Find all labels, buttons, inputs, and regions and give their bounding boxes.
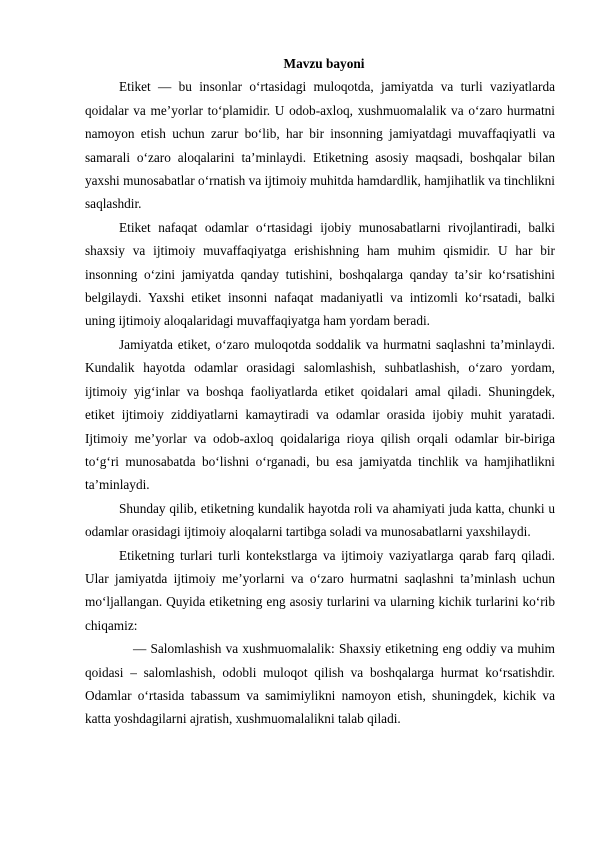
paragraph-5: Etiketning turlari turli kontekstlarga va ijtimoiy vaziyatlarga qarab farq qiladi. Ular jamiyatda ijtimoiy meʼyorlarni va oʻzaro hurmatni saqlashni taʼminlash uchun moʻljallangan. Quyida etiketning eng asosiy turlarini va ularning kichik turlarini koʻrib chiqamiz: [85, 547, 555, 633]
paragraph-2: Etiket nafaqat odamlar oʻrtasidagi ijobiy munosabatlarni rivojlantiradi, balki shaxsiy va ijtimoiy muvaffaqiyatga erishishning ham muhim qismidir. U har bir insonning oʻzini jamiyatda qanday tutishini, boshqalarga qanday taʼsir koʻrsatishini belgilaydi. Yaxshi etiket insonni nafaqat madaniyatli va intizomli koʻrsatadi, balki uning ijtimoiy aloqalaridagi muvaffaqiyatga ham yordam beradi. [85, 219, 555, 329]
paragraph-4: Shunday qilib, etiketning kundalik hayotda roli va ahamiyati juda katta, chunki u odamlar orasidagi ijtimoiy aloqalarni tartibga soladi va munosabatlarni yaxshilaydi. [85, 500, 555, 540]
paragraph-3: Jamiyatda etiket, oʻzaro muloqotda soddalik va hurmatni saqlashni taʼminlaydi. Kundalik hayotda odamlar orasidagi salomlashish, suhbatlashish, oʻzaro yordam, ijtimoiy yigʻinlar va boshqa faoliyatlarda etiket qoidalari amal qiladi. Shuningdek, etiket ijtimoiy ziddiyatlarni kamaytiradi va odamlar orasida ijobiy muhit yaratadi. Ijtimoiy meʼyorlar va odob-axloq qoidalariga rioya qilish orqali odamlar bir-biriga toʻgʻri munosabatda boʻlishni oʻrganadi, bu esa jamiyatda tinchlik va hamjihatlikni taʼminlaydi. [85, 336, 555, 493]
document-page [85, 52, 555, 731]
document-title: Mavzu bayoni [283, 56, 365, 71]
paragraph-1: Etiket — bu insonlar oʻrtasidagi muloqotda, jamiyatda va turli vaziyatlarda qoidalar va meʼyorlar toʻplamidir. U odob-axloq, xushmuomalalik va oʻzaro hurmatni namoyon etish uchun zarur boʻlib, har bir insonning jamiyatdagi muvaffaqiyatli va samarali oʻzaro aloqalarini taʼminlaydi. Etiketning asosiy maqsadi, boshqalar bilan yaxshi munosabatlar oʻrnatish va ijtimoiy muhitda hamdardlik, hamjihatlik va tinchlikni saqlashdir. [85, 79, 555, 212]
paragraph-6: — Salomlashish va xushmuomalalik: Shaxsiy etiketning eng oddiy va muhim qoidasi – salomlashish, odobli muloqot qilish va boshqalarga hurmat koʻrsatishdir. Odamlar oʻrtasida tabassum va samimiylikni namoyon etish, shuningdek, kichik va katta yoshdagilarni ajratish, xushmuomalalikni talab qiladi. [85, 641, 555, 727]
